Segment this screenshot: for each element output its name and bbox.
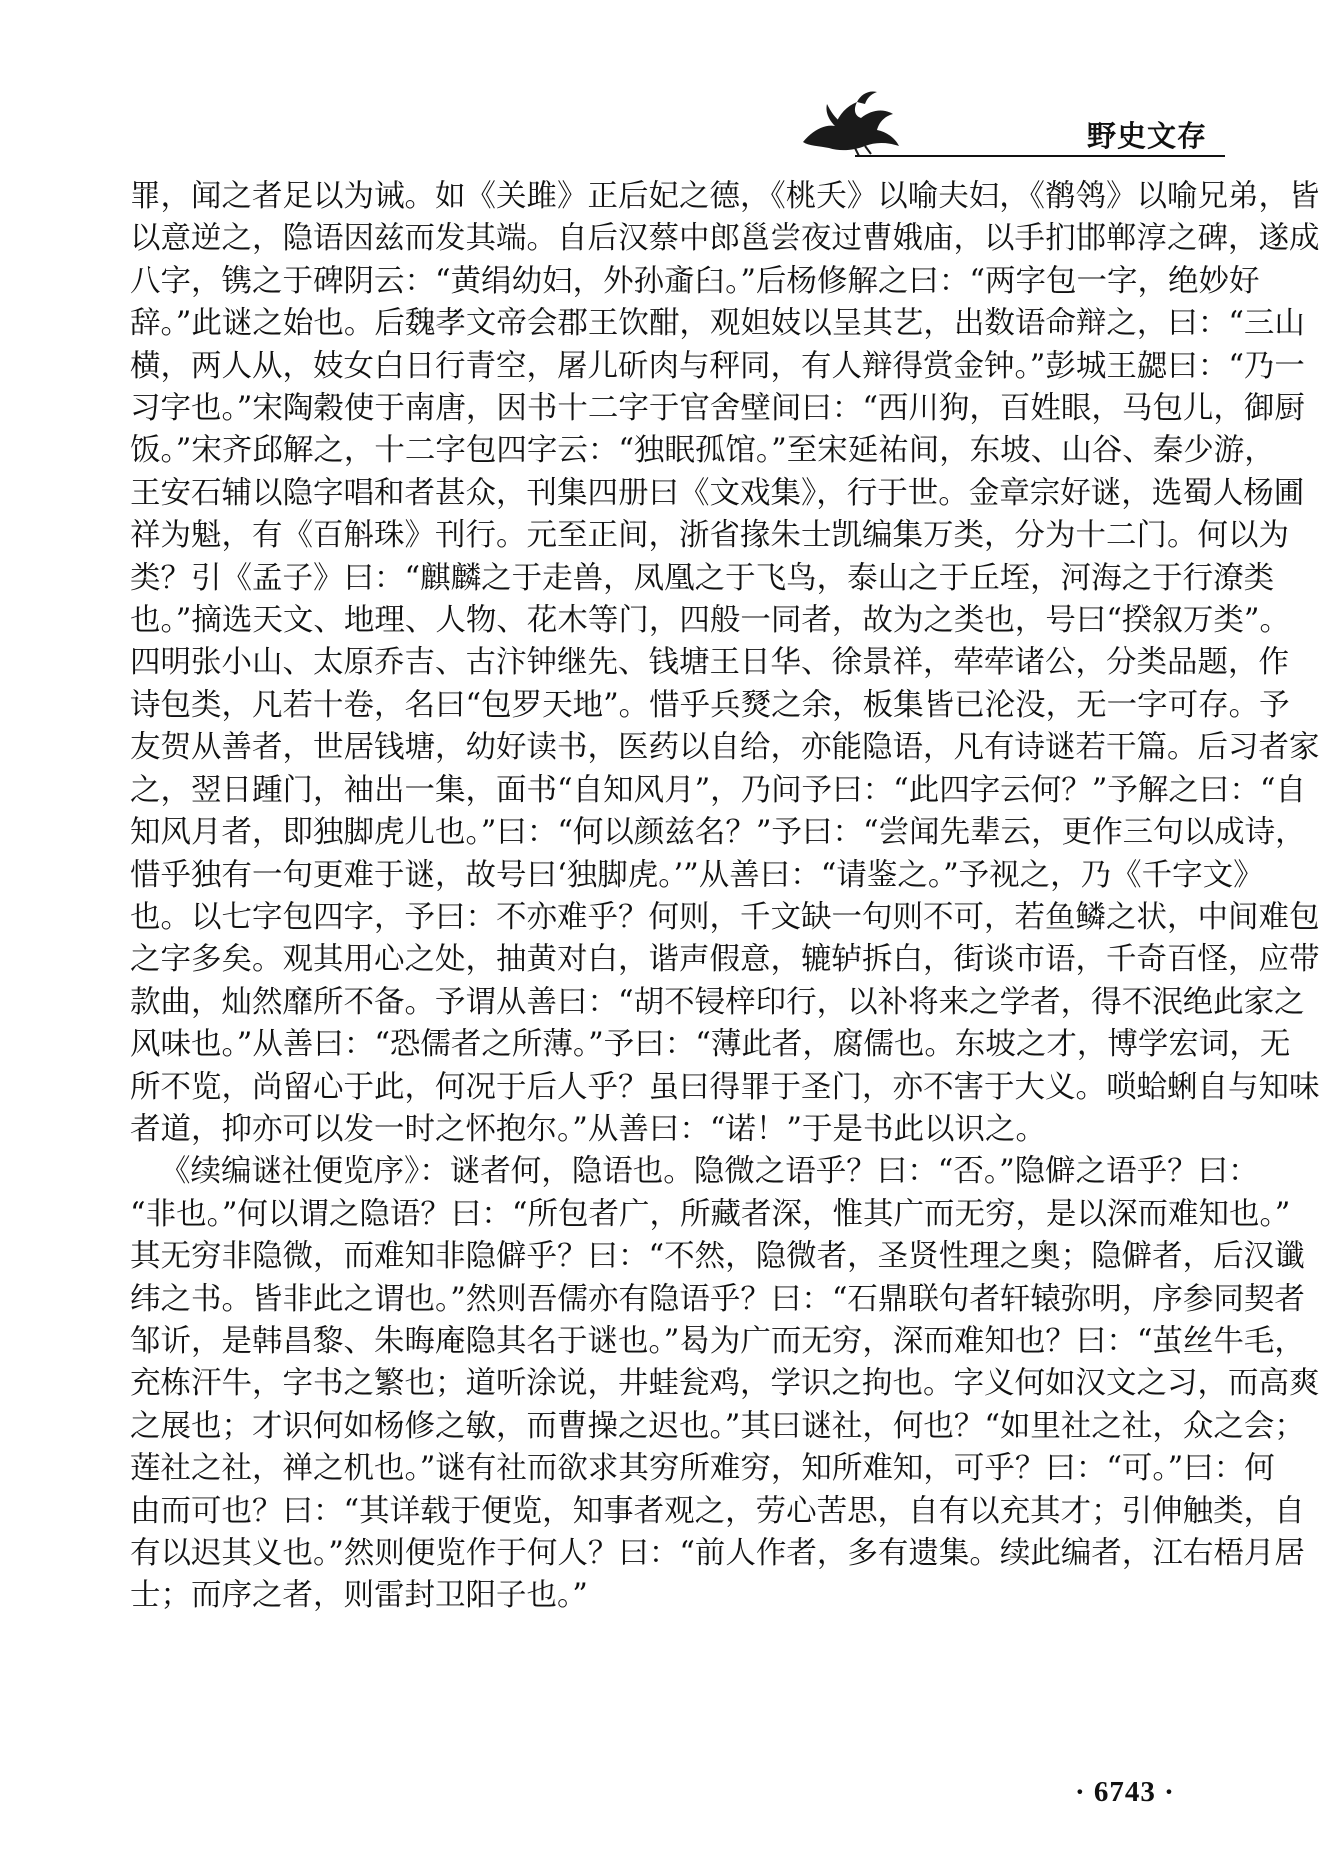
text-line: 之，翌日踵门，袖出一集，面书“自知风月”，乃问予曰：“此四字云何？”予解之曰：“自 <box>130 772 1306 808</box>
text-line: 横，两人从，妓女白日行青空，屠儿斫肉与秤同，有人辩得赏金钟。”彭城王勰曰：“乃一 <box>130 348 1305 384</box>
header-title: 野史文存 <box>1086 119 1207 153</box>
running-header <box>795 80 1225 160</box>
text-line: 以意逆之，隐语因兹而发其端。自后汉蔡中郎邕尝夜过曹娥庙，以手扪邯郸淳之碑，遂成 <box>130 221 1320 257</box>
text-line: “非也。”何以谓之隐语？曰：“所包者广，所藏者深，惟其广而无穷，是以深而难知也。” <box>130 1196 1291 1232</box>
text-line: 惜乎独有一句更难于谜，故号曰‘独脚虎。’”从善曰：“请鉴之。”予视之，乃《千字文》 <box>130 857 1264 893</box>
text-line: 充栋汗牛，字书之繁也；道听涂说，井蛙瓮鸡，学识之拘也。字义何如汉文之习，而高爽 <box>130 1366 1320 1402</box>
text-line: 士；而序之者，则雷封卫阳子也。” <box>130 1578 588 1614</box>
paragraph-1 <box>130 176 1320 1151</box>
text-line: 其无穷非隐微，而难知非隐僻乎？曰：“不然，隐微者，圣贤性理之奥；隐僻者，后汉谶 <box>130 1239 1305 1275</box>
text-line: 八字，镌之于碑阴云：“黄绢幼妇，外孙齑臼。”后杨修解之曰：“两字包一字，绝妙好 <box>130 263 1260 299</box>
text-line: 四明张小山、太原乔吉、古汴钟继先、钱塘王日华、徐景祥，荦荦诸公，分类品题，作 <box>130 645 1289 681</box>
text-line: 王安石辅以隐字唱和者甚众，刊集四册曰《文戏集》，行于世。金章宗好谜，选蜀人杨圃 <box>130 475 1305 511</box>
text-line: 有以迟其义也。”然则便览作于何人？曰：“前人作者，多有遗集。续此编者，江右梧月居 <box>130 1536 1305 1571</box>
text-line: 之展也；才识何如杨修之敏，而曹操之迟也。”其曰谜社，何也？“如里社之社，众之会； <box>130 1408 1305 1444</box>
paragraph-2 <box>130 1151 1320 1617</box>
text-line: 所不览，尚留心于此，何况于后人乎？虽曰得罪于圣门，亦不害于大义。唢蛤蜊自与知味 <box>130 1069 1320 1105</box>
text-line: 习字也。”宋陶穀使于南唐，因书十二字于官舍壁间曰：“西川狗，百姓眼，马包儿，御厨 <box>130 391 1305 427</box>
text-line: 知风月者，即独脚虎儿也。”曰：“何以颜兹名？”予曰：“尝闻先辈云，更作三句以成诗， <box>130 815 1306 851</box>
text-line: 也。”摘选天文、地理、人物、花木等门，四般一同者，故为之类也，号曰“揆叙万类”。 <box>130 603 1291 639</box>
text-line: 者道，抑亦可以发一时之怀抱尔。”从善曰：“诺！”于是书此以识之。 <box>130 1111 1047 1147</box>
text-line: 款曲，灿然靡所不备。予谓从善曰：“胡不锓梓印行，以补将来之学者，得不泯绝此家之 <box>130 984 1305 1020</box>
text-line: 莲社之社，禅之机也。”谜有社而欲求其穷所难穷，知所难知，可乎？曰：“可。”曰：何 <box>130 1451 1275 1487</box>
text-line: 辞。”此谜之始也。后魏孝文帝会郡王饮酣，观妲妓以呈其艺，出数语命辩之，曰：“三山 <box>130 306 1305 342</box>
text-line: 友贺从善者，世居钱塘，幼好读书，医药以自给，亦能隐语，凡有诗谜若干篇。后习者家 <box>130 730 1320 766</box>
text-line: 纬之书。皆非此之谓也。”然则吾儒亦有隐语乎？曰：“石鼎联句者轩辕弥明，序参同契者 <box>130 1281 1305 1317</box>
header-divider <box>855 155 1225 157</box>
text-line: 由而可也？曰：“其详载于便览，知事者观之，劳心苦思，自有以充其才；引伸触类，自 <box>130 1493 1305 1529</box>
page-number: · 6743 · <box>1075 1776 1175 1808</box>
text-line: 诗包类，凡若十卷，名曰“包罗天地”。惜乎兵燹之余，板集皆已沦没，无一字可存。予 <box>130 687 1290 723</box>
text-line: 也。以七字包四字，予曰：不亦难乎？何则，千文缺一句则不可，若鱼鳞之状，中间难包 <box>130 899 1320 935</box>
text-line: 罪，闻之者足以为诫。如《关雎》正后妃之德，《桃夭》以喻夫妇，《鹡鸰》以喻兄弟，皆 <box>130 179 1320 214</box>
text-line: 饭。”宋齐邱解之，十二字包四字云：“独眠孤馆。”至宋延祐间，东坡、山谷、秦少游， <box>130 433 1275 469</box>
text-line: 类？引《孟子》曰：“麒麟之于走兽，凤凰之于飞鸟，泰山之于丘垤，河海之于行潦类 <box>130 560 1275 596</box>
text-line: 之字多矣。观其用心之处，抽黄对白，谐声假意，辘轳拆白，街谈市语，千奇百怪，应带 <box>130 942 1320 978</box>
main-text <box>130 176 1320 1618</box>
text-line: 风味也。”从善曰：“恐儒者之所薄。”予曰：“薄此者，腐儒也。东坡之才，博学宏词，无 <box>130 1027 1291 1063</box>
text-line: 邹䜣，是韩昌黎、朱晦庵隐其名于谜也。”曷为广而无穷，深而难知也？曰：“茧丝牛毛， <box>130 1323 1305 1359</box>
bird-emblem-icon <box>795 80 915 160</box>
text-line: 《续编谜社便览序》：谜者何，隐语也。隐微之语乎？曰：“否。”隐僻之语乎？曰： <box>160 1154 1259 1190</box>
text-line: 祥为魁，有《百斛珠》刊行。元至正间，浙省掾朱士凯编集万类，分为十二门。何以为 <box>130 518 1289 554</box>
